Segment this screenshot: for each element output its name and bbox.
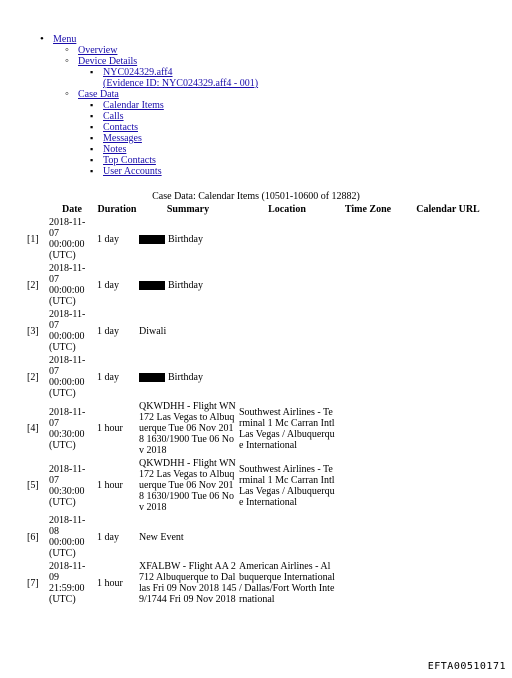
circle-bullet-icon <box>65 56 69 67</box>
table-row <box>26 262 496 308</box>
document-id: EFTA00510171 <box>427 661 506 672</box>
case-item <box>90 166 258 177</box>
calendar-url-cell <box>400 308 496 354</box>
device-details-item <box>65 56 258 89</box>
location-cell: Southwest Airlines - Terminal 1 Mc Carran Intl Las Vegas / Albuquerque International <box>239 406 335 451</box>
row-index: [2] <box>27 279 39 291</box>
table-body <box>26 216 496 606</box>
date-cell: 2018-11-09 21:59:00 (UTC) <box>49 561 86 605</box>
row-index: [6] <box>27 531 39 543</box>
calendar-url-cell <box>400 514 496 560</box>
square-bullet-icon <box>90 144 93 155</box>
calendar-url-cell <box>400 560 496 606</box>
date-cell: 2018-11-07 00:30:00 (UTC) <box>49 406 86 451</box>
column-header: Duration <box>97 204 137 215</box>
calendar-items-link[interactable]: Calendar Items <box>103 100 164 111</box>
summary-cell <box>138 354 238 400</box>
duration-cell: 1 hour <box>97 577 123 589</box>
timezone-cell <box>336 400 400 457</box>
table-row <box>26 560 496 606</box>
summary-cell: XFALBW - Flight AA 2712 Albuquerque to Dallas Fri 09 Nov 2018 1459/1744 Fri 09 Nov 2018 <box>139 561 237 605</box>
square-bullet-icon <box>90 100 93 111</box>
device-file-name: NYC024329.aff4 <box>103 67 173 78</box>
summary-cell: Diwali <box>139 325 167 337</box>
table-row <box>26 457 496 514</box>
redaction-block <box>139 281 165 290</box>
location-cell <box>238 354 336 400</box>
date-cell: 2018-11-08 00:00:00 (UTC) <box>49 515 86 559</box>
location-cell: American Airlines - Albuquerque International / Dallas/Fort Worth International <box>239 561 335 605</box>
device-file-link[interactable] <box>103 67 258 89</box>
circle-bullet-icon <box>65 89 69 100</box>
case-data-link[interactable]: Case Data <box>78 89 119 100</box>
location-cell <box>238 308 336 354</box>
notes-link[interactable]: Notes <box>103 144 127 155</box>
table-row <box>26 354 496 400</box>
disc-bullet-icon <box>40 34 44 45</box>
device-details-link[interactable]: Device Details <box>78 56 138 67</box>
timezone-cell <box>336 560 400 606</box>
date-cell: 2018-11-07 00:00:00 (UTC) <box>49 355 86 399</box>
timezone-cell <box>336 262 400 308</box>
calendar-items-table <box>26 203 496 606</box>
timezone-cell <box>336 457 400 514</box>
location-cell: Southwest Airlines - Terminal 1 Mc Carran Intl Las Vegas / Albuquerque International <box>239 463 335 508</box>
column-header: Calendar URL <box>416 204 480 215</box>
calendar-url-cell <box>400 216 496 262</box>
square-bullet-icon <box>90 166 93 177</box>
messages-link[interactable]: Messages <box>103 133 142 144</box>
timezone-cell <box>336 308 400 354</box>
location-cell <box>238 262 336 308</box>
square-bullet-icon <box>90 133 93 144</box>
summary-cell: QKWDHH - Flight WN 172 Las Vegas to Albuquerque Tue 06 Nov 2018 1630/1900 Tue 06 Nov 2018 <box>139 401 236 456</box>
case-data-item <box>65 89 258 177</box>
case-item <box>90 100 258 111</box>
device-sublist <box>90 67 258 89</box>
square-bullet-icon <box>90 111 93 122</box>
duration-cell: 1 hour <box>97 423 123 434</box>
summary-cell: QKWDHH - Flight WN 172 Las Vegas to Albuquerque Tue 06 Nov 2018 1630/1900 Tue 06 Nov 2018 <box>139 458 236 513</box>
case-data-sublist <box>90 100 258 177</box>
summary-cell <box>138 262 238 308</box>
column-header: Location <box>268 204 306 215</box>
square-bullet-icon <box>90 122 93 133</box>
user-accounts-link[interactable]: User Accounts <box>103 166 162 177</box>
calls-link[interactable]: Calls <box>103 111 124 122</box>
date-cell: 2018-11-07 00:30:00 (UTC) <box>49 463 86 508</box>
table-caption: Case Data: Calendar Items (10501-10600 of 12882) <box>152 191 360 202</box>
top-contacts-link[interactable]: Top Contacts <box>103 155 156 166</box>
row-index: [2] <box>27 371 39 383</box>
case-item <box>90 133 258 144</box>
summary-cell: New Event <box>139 531 184 543</box>
duration-cell: 1 day <box>97 279 119 291</box>
location-cell <box>238 216 336 262</box>
date-cell: 2018-11-07 00:00:00 (UTC) <box>49 309 86 353</box>
calendar-url-cell <box>400 400 496 457</box>
summary-cell <box>138 216 238 262</box>
row-index: [3] <box>27 325 39 337</box>
menu-item <box>40 34 258 177</box>
device-file-item <box>90 67 258 89</box>
row-index: [4] <box>27 423 39 434</box>
date-cell: 2018-11-07 00:00:00 (UTC) <box>49 217 86 261</box>
timezone-cell <box>336 216 400 262</box>
timezone-cell <box>336 354 400 400</box>
navigation-menu <box>40 34 258 177</box>
column-header: Date <box>62 204 82 215</box>
row-index: [7] <box>27 577 39 589</box>
redaction-block <box>139 373 165 382</box>
table-row <box>26 514 496 560</box>
table-row <box>26 216 496 262</box>
duration-cell: 1 hour <box>97 480 123 491</box>
calendar-url-cell <box>400 457 496 514</box>
case-item <box>90 155 258 166</box>
calendar-url-cell <box>400 354 496 400</box>
square-bullet-icon <box>90 67 93 78</box>
column-header <box>26 203 48 216</box>
menu-sublist <box>65 45 258 177</box>
evidence-id: (Evidence ID: NYC024329.aff4 - 001) <box>103 78 259 89</box>
timezone-cell <box>336 514 400 560</box>
duration-cell: 1 day <box>97 531 119 543</box>
table-row <box>26 400 496 457</box>
summary-text: Birthday <box>168 279 203 291</box>
column-header: Summary <box>166 204 210 215</box>
date-cell: 2018-11-07 00:00:00 (UTC) <box>49 263 86 307</box>
case-item <box>90 144 258 155</box>
square-bullet-icon <box>90 155 93 166</box>
menu-link[interactable]: Menu <box>53 34 77 45</box>
table-row <box>26 308 496 354</box>
case-item <box>90 122 258 133</box>
duration-cell: 1 day <box>97 325 119 337</box>
table-header-row <box>26 203 496 216</box>
summary-text: Birthday <box>168 371 203 383</box>
row-index: [5] <box>27 480 39 491</box>
redaction-block <box>139 235 165 244</box>
case-item <box>90 111 258 122</box>
column-header: Time Zone <box>344 204 392 215</box>
row-index: [1] <box>27 233 39 245</box>
summary-text: Birthday <box>168 233 203 245</box>
duration-cell: 1 day <box>97 233 119 245</box>
location-cell <box>238 514 336 560</box>
contacts-link[interactable]: Contacts <box>103 122 138 133</box>
duration-cell: 1 day <box>97 371 119 383</box>
calendar-url-cell <box>400 262 496 308</box>
overview-link[interactable]: Overview <box>78 45 118 56</box>
overview-item <box>65 45 258 56</box>
